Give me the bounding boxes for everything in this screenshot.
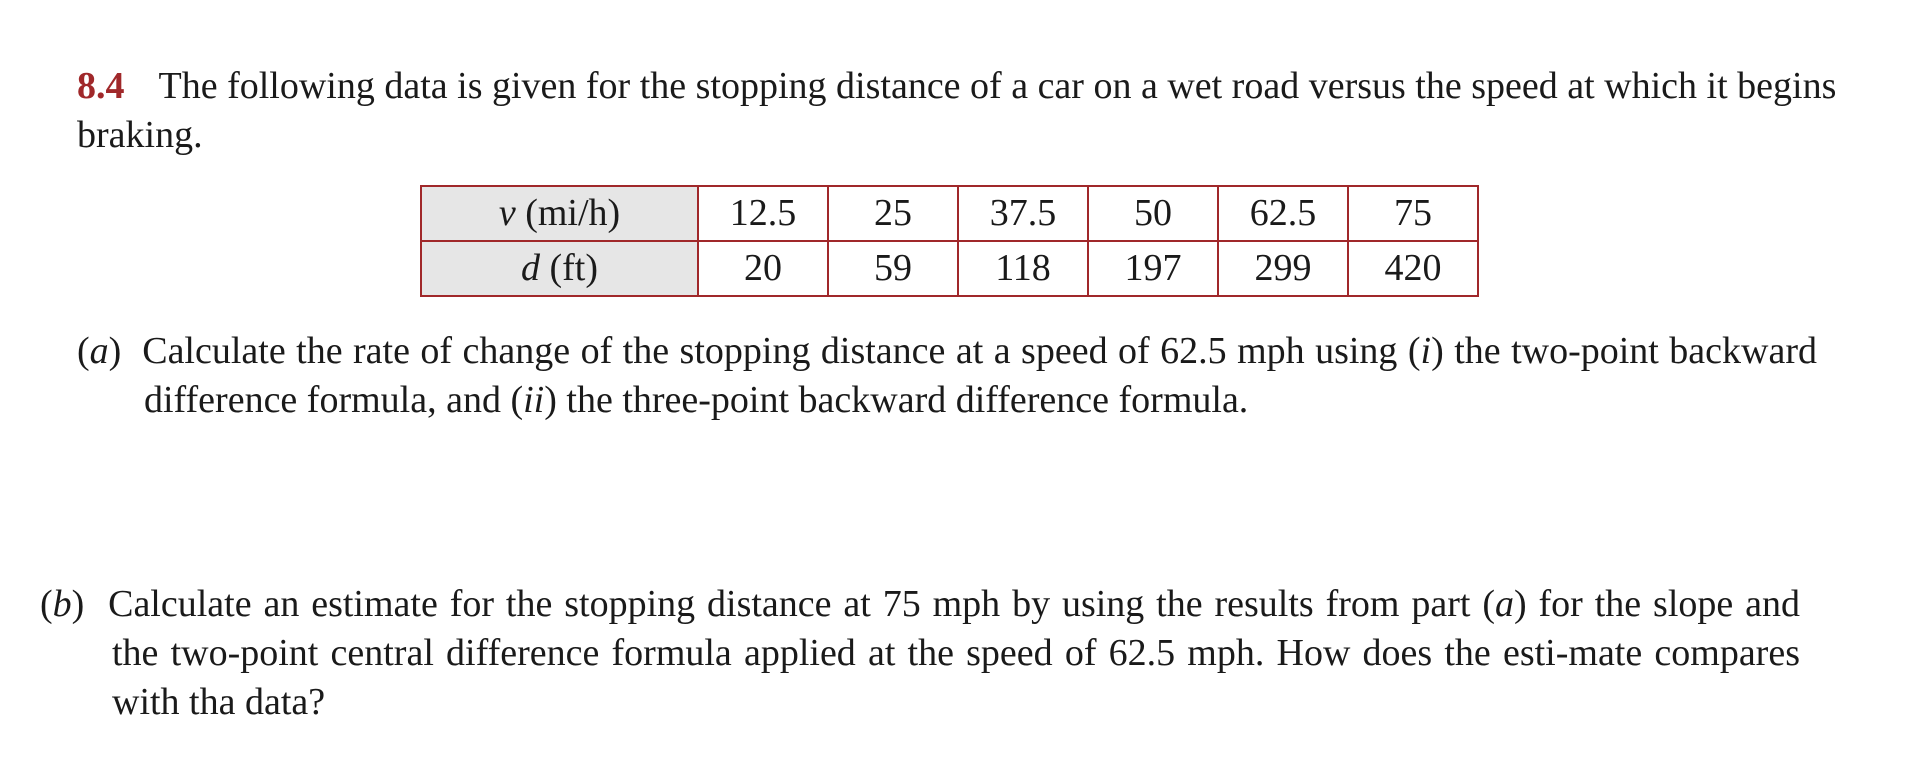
part-b-ref: a [1494,583,1514,625]
part-a: (a) Calculate the rate of change of the stopping distance at a speed of 62.5 mph using (i) the two-point backward difference formula, and (ii) the three-point backward difference formula. [77,330,1817,421]
table-cell: 50 [1088,186,1218,241]
part-a-roman-i: i [1420,330,1432,372]
table-cell: 12.5 [698,186,828,241]
table-cell: 37.5 [958,186,1088,241]
part-a-roman-ii: ii [523,379,545,421]
table-cell: 25 [828,186,958,241]
table-row-speed [421,186,1478,241]
table-cell: 75 [1348,186,1478,241]
part-b-text-2: ) for the slope and the two-point central difference formula applied at the speed of 62.5 mph. How does the esti-mate compares with tha data? [112,583,1801,723]
table-row-distance [421,241,1478,296]
table-cell: 118 [958,241,1088,296]
table-cell: 420 [1348,241,1478,296]
table-cell: 20 [698,241,828,296]
table-cell: 59 [828,241,958,296]
row-header-speed [421,186,698,241]
part-b-label: b [52,583,72,625]
speed-variable: v [498,192,516,234]
row-header-distance [421,241,698,296]
table-cell: 62.5 [1218,186,1348,241]
distance-unit: (ft) [549,247,599,289]
data-table [420,185,1479,297]
part-a-text-2: ) the two-point backward difference formula, and ( [144,330,1817,421]
part-a-label: a [89,330,109,372]
problem-text: The following data is given for the stopping distance of a car on a wet road versus the speed at which it begins braking. [77,65,1837,156]
problem-number: 8.4 [77,65,125,107]
speed-unit: (mi/h) [525,192,621,234]
part-a-text-3: ) the three-point backward difference formula. [544,379,1249,421]
distance-variable: d [520,247,540,289]
table-cell: 197 [1088,241,1218,296]
problem-statement [77,62,1837,160]
part-b-text-1: Calculate an estimate for the stopping distance at 75 mph by using the results from part ( [108,583,1495,625]
part-b: (b) Calculate an estimate for the stopping distance at 75 mph by using the results from part (a) for the slope and the two-point central difference formula applied at the speed of 62.5 mph. How does the esti-mate compares with tha data? [40,583,1801,723]
table-cell: 299 [1218,241,1348,296]
part-a-text-1: Calculate the rate of change of the stopping distance at a speed of 62.5 mph using ( [142,330,1421,372]
